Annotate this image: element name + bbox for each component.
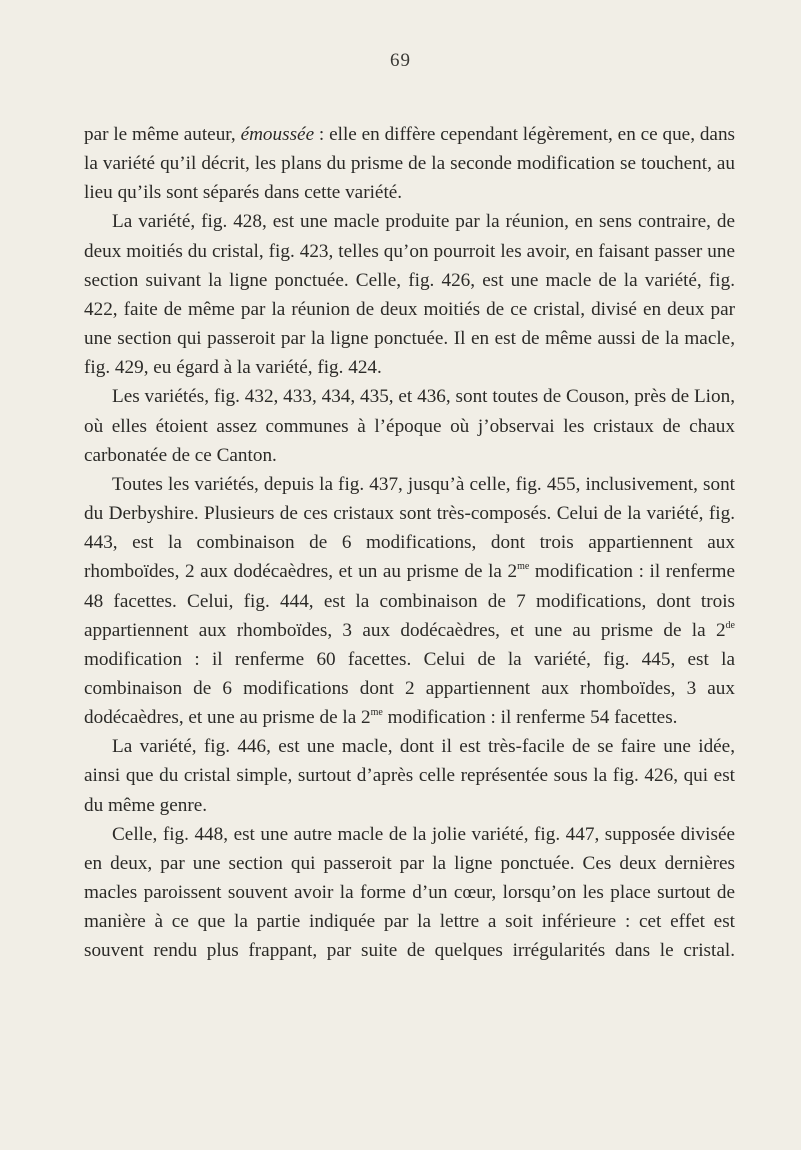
page-number: 69: [390, 50, 411, 71]
superscript-me-2: me: [370, 707, 383, 719]
paragraph-4: [84, 470, 735, 732]
paragraph-4-segment-2: modification : il renferme 48 facettes. Celui, fig. 444, est la combinaison de 7 modifications, dont trois appartiennent aux rhomboïdes, 3 aux dodécaèdres, et une au prisme de la 2: [84, 561, 735, 641]
superscript-me-1: me: [517, 561, 530, 573]
paragraph-1-text-start: par le même auteur,: [84, 124, 241, 145]
paragraph-5: La variété, fig. 446, est une macle, dont il est très-facile de se faire une idée, ainsi que du cristal simple, surtout d’après celle représentée sous la fig. 426, qui est du même genre.: [84, 736, 735, 816]
superscript-de: de: [725, 619, 735, 631]
paragraph-4-segment-4: modification : il renferme 54 facettes.: [382, 707, 678, 729]
paragraph-2: La variété, fig. 428, est une macle produite par la réunion, en sens contraire, de deux moitiés du cristal, fig. 423, telles qu’on pourroit les avoir, en faisant passer une section suivant la ligne ponctuée. Celle, fig. 426, est une macle de la variété, fig. 422, faite de même par la réunion de deux moitiés de ce cristal, divisé en deux par une section qui passeroit par la ligne ponctuée. Il en est de même aussi de la macle, fig. 429, eu égard à la variété, fig. 424.: [84, 211, 735, 379]
paragraph-4-segment-3: modification : il renferme 60 facettes. Celui de la variété, fig. 445, est la combinaison de 6 modifications dont 2 appartiennent aux rhomboïdes, 3 aux dodécaèdres, et une au prisme de la 2: [84, 648, 735, 729]
paragraph-3: Les variétés, fig. 432, 433, 434, 435, et 436, sont toutes de Couson, près de Lion, où elles étoient assez communes à l’époque où j’observai les cristaux de chaux carbonatée de ce Canton.: [84, 386, 735, 466]
paragraph-1: [84, 120, 735, 207]
paragraph-6: Celle, fig. 448, est une autre macle de la jolie variété, fig. 447, supposée divisée en deux, par une section qui passeroit par la ligne ponctuée. Ces deux dernières macles paroissent souvent avoir la forme d’un cœur, lorsqu’on les place surtout de manière à ce que la partie indiquée par la lettre a soit inférieure : cet effet est souvent rendu plus frappant, par suite de quelques irrégularités dans le cristal.: [84, 823, 735, 962]
body-text: [84, 120, 735, 966]
paragraph-1-text-end: : elle en diffère cependant légèrement, en ce que, dans la variété qu’il décrit, les plans du prisme de la seconde modification se touchent, au lieu qu’ils sont séparés dans cette variété.: [84, 124, 736, 204]
paragraph-4-segment-1: Toutes les variétés, depuis la fig. 437, jusqu’à celle, fig. 455, inclusivement, sont du Derbyshire. Plusieurs de ces cristaux sont très-composés. Celui de la variété, fig. 443, est la combinaison de 6 modifications, dont trois appartiennent aux rhomboïdes, 2 aux dodécaèdres, et un au prisme de la 2: [84, 473, 735, 583]
italic-term: émoussée: [240, 124, 315, 145]
